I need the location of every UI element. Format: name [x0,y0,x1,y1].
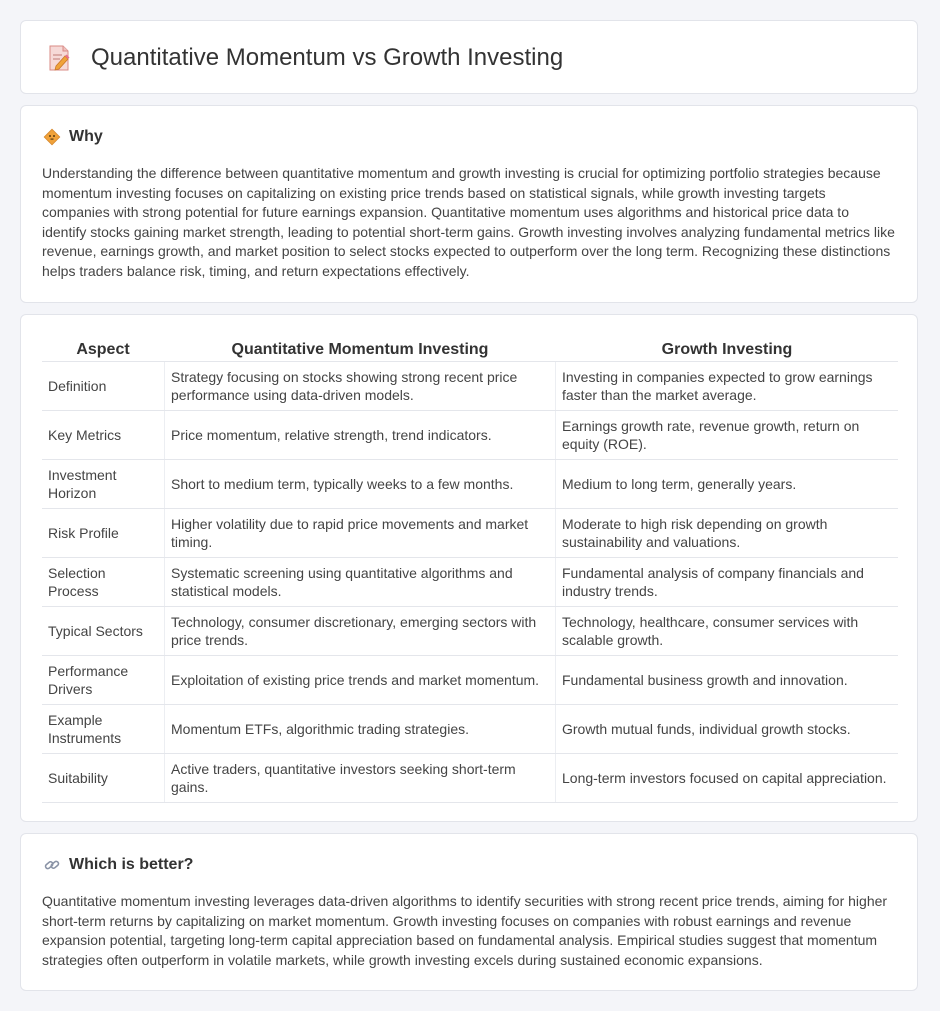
diamond-sign-icon [43,128,61,146]
aspect-cell: Typical Sectors [42,607,165,656]
table-row [42,656,898,705]
aspect-cell: Suitability [42,754,165,803]
momentum-cell: Exploitation of existing price trends and market momentum. [165,656,556,705]
growth-cell: Fundamental analysis of company financials and industry trends. [556,558,899,607]
momentum-cell: Systematic screening using quantitative algorithms and statistical models. [165,558,556,607]
table-row [42,362,898,411]
aspect-cell: Risk Profile [42,509,165,558]
comparison-table [42,336,898,803]
table-row [42,509,898,558]
why-card [20,105,918,303]
growth-cell: Technology, healthcare, consumer services with scalable growth. [556,607,899,656]
document-pencil-icon [47,44,71,72]
table-row [42,705,898,754]
growth-cell: Moderate to high risk depending on growth sustainability and valuations. [556,509,899,558]
growth-cell: Investing in companies expected to grow earnings faster than the market average. [556,362,899,411]
growth-cell: Fundamental business growth and innovation. [556,656,899,705]
title-row [47,43,563,73]
page-title: Quantitative Momentum vs Growth Investing [91,44,564,71]
header-momentum: Quantitative Momentum Investing [165,336,556,362]
aspect-cell: Investment Horizon [42,460,165,509]
comparison-card [20,314,918,822]
title-card [20,20,918,94]
table-row [42,558,898,607]
why-text: Understanding the difference between quantitative momentum and growth investing is crucial for optimizing portfolio strategies because momentum investing focuses on capitalizing on existing price trends based on statistical signals, while growth investing targets companies with strong potential for future earnings expansion. Quantitative momentum uses algorithms and historical price data to identify stocks gaining market strength, leading to potential short-term gains. Growth investing involves analyzing fundamental metrics like revenue, earnings growth, and market position to select stocks expected to outperform over the long term. Recognizing these distinctions helps traders balance risk, timing, and return expectations effectively. [42,165,895,279]
why-heading: Why [69,128,103,145]
momentum-cell: Price momentum, relative strength, trend indicators. [165,411,556,460]
table-row [42,754,898,803]
table-header-row [42,336,898,362]
growth-cell: Growth mutual funds, individual growth stocks. [556,705,899,754]
momentum-cell: Active traders, quantitative investors seeking short-term gains. [165,754,556,803]
aspect-cell: Key Metrics [42,411,165,460]
growth-cell: Medium to long term, generally years. [556,460,899,509]
aspect-cell: Example Instruments [42,705,165,754]
aspect-cell: Performance Drivers [42,656,165,705]
momentum-cell: Short to medium term, typically weeks to a few months. [165,460,556,509]
growth-cell: Earnings growth rate, revenue growth, return on equity (ROE). [556,411,899,460]
aspect-cell: Selection Process [42,558,165,607]
which-better-card [20,833,918,991]
momentum-cell: Higher volatility due to rapid price movements and market timing. [165,509,556,558]
better-text: Quantitative momentum investing leverages data-driven algorithms to identify securities with strong recent price trends, aiming for higher short-term returns by capitalizing on market momentum. Growth investing focuses on companies with robust earnings and revenue expansion potential, targeting long-term capital appreciation based on fundamental analysis. Empirical studies suggest that momentum strategies often outperform in volatile markets, while growth investing excels during sustained economic expansions. [42,893,888,968]
header-aspect: Aspect [42,336,165,362]
table-row [42,460,898,509]
growth-cell: Long-term investors focused on capital appreciation. [556,754,899,803]
table-row [42,607,898,656]
better-heading: Which is better? [69,856,194,873]
momentum-cell: Strategy focusing on stocks showing strong recent price performance using data-driven models. [165,362,556,411]
link-icon [43,856,61,874]
better-heading-row [43,855,193,875]
why-heading-row [43,127,103,147]
momentum-cell: Technology, consumer discretionary, emerging sectors with price trends. [165,607,556,656]
header-growth: Growth Investing [556,336,899,362]
aspect-cell: Definition [42,362,165,411]
table-row [42,411,898,460]
momentum-cell: Momentum ETFs, algorithmic trading strategies. [165,705,556,754]
